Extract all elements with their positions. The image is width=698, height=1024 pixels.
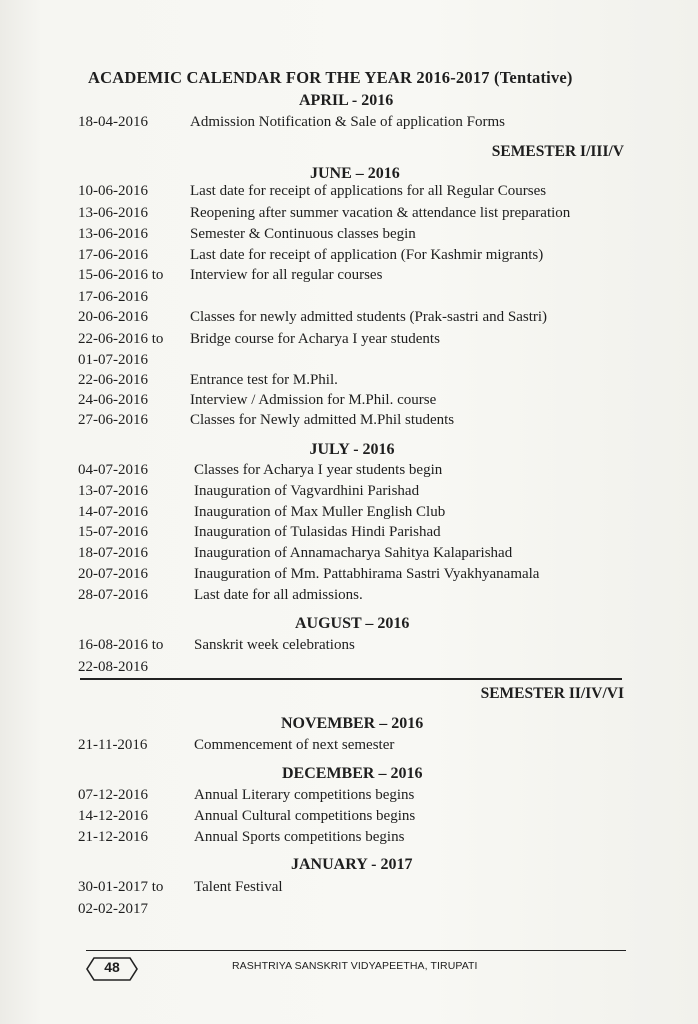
event-date: 01-07-2016 [78, 352, 148, 368]
event-description: Admission Notification & Sale of application Forms [190, 114, 505, 130]
event-description: Interview / Admission for M.Phil. course [190, 392, 437, 408]
month-heading: JUNE – 2016 [310, 165, 400, 182]
event-date: 13-07-2016 [78, 483, 148, 499]
semester-heading: SEMESTER I/III/V [491, 143, 624, 160]
event-description: Commencement of next semester [194, 737, 395, 753]
event-description: Inauguration of Vagvardhini Parishad [194, 483, 420, 499]
event-description: Reopening after summer vacation & attendance list preparation [190, 205, 571, 221]
event-description: Entrance test for M.Phil. [190, 372, 338, 388]
event-date: 21-11-2016 [78, 737, 148, 753]
event-date: 15-07-2016 [78, 524, 148, 540]
event-description: Classes for Acharya I year students begin [194, 462, 443, 478]
event-description: Sanskrit week celebrations [194, 637, 355, 653]
semester-heading: SEMESTER II/IV/VI [480, 685, 624, 702]
footer-rule [86, 950, 626, 951]
event-date: 22-06-2016 to [78, 331, 164, 347]
event-date: 22-08-2016 [78, 659, 148, 675]
event-date: 18-04-2016 [78, 114, 148, 130]
event-description: Annual Literary competitions begins [194, 787, 415, 803]
event-date: 10-06-2016 [78, 183, 148, 199]
event-description: Inauguration of Tulasidas Hindi Parishad [194, 524, 441, 540]
event-description: Annual Cultural competitions begins [194, 808, 416, 824]
semester-divider [80, 678, 622, 680]
event-date: 22-06-2016 [78, 372, 148, 388]
event-description: Classes for newly admitted students (Prak-sastri and Sastri) [190, 309, 548, 325]
event-description: Classes for Newly admitted M.Phil students [190, 412, 455, 428]
event-date: 15-06-2016 to [78, 267, 164, 283]
event-description: Bridge course for Acharya I year students [190, 331, 440, 347]
month-heading: JANUARY - 2017 [291, 856, 413, 873]
event-date: 02-02-2017 [78, 901, 148, 917]
event-description: Last date for receipt of application (For Kashmir migrants) [190, 247, 544, 263]
event-date: 27-06-2016 [78, 412, 148, 428]
event-description: Last date for receipt of applications for all Regular Courses [190, 183, 547, 199]
page-title: ACADEMIC CALENDAR FOR THE YEAR 2016-2017 (Tentative) [88, 68, 573, 87]
month-heading: APRIL - 2016 [299, 92, 394, 109]
page-number: 48 [104, 959, 120, 975]
event-date: 04-07-2016 [78, 462, 148, 478]
event-description: Semester & Continuous classes begin [190, 226, 416, 242]
event-description: Inauguration of Mm. Pattabhirama Sastri Vyakhyanamala [194, 566, 540, 582]
event-date: 16-08-2016 to [78, 637, 164, 653]
page-number-badge [86, 957, 138, 981]
event-description: Last date for all admissions. [194, 587, 363, 603]
event-date: 14-12-2016 [78, 808, 148, 824]
month-heading: DECEMBER – 2016 [282, 765, 423, 782]
event-date: 21-12-2016 [78, 829, 148, 845]
event-date: 13-06-2016 [78, 205, 148, 221]
month-heading: JULY - 2016 [309, 441, 395, 458]
event-date: 20-06-2016 [78, 309, 148, 325]
event-date: 13-06-2016 [78, 226, 148, 242]
event-date: 18-07-2016 [78, 545, 148, 561]
event-description: Talent Festival [194, 879, 283, 895]
month-heading: NOVEMBER – 2016 [281, 715, 424, 732]
event-date: 17-06-2016 [78, 247, 148, 263]
event-description: Inauguration of Max Muller English Club [194, 504, 446, 520]
event-date: 14-07-2016 [78, 504, 148, 520]
event-date: 28-07-2016 [78, 587, 148, 603]
event-date: 24-06-2016 [78, 392, 148, 408]
footer-institution: RASHTRIYA SANSKRIT VIDYAPEETHA, TIRUPATI [232, 960, 478, 972]
event-date: 30-01-2017 to [78, 879, 164, 895]
event-date: 17-06-2016 [78, 289, 148, 305]
event-date: 07-12-2016 [78, 787, 148, 803]
event-description: Annual Sports competitions begins [194, 829, 405, 845]
event-description: Inauguration of Annamacharya Sahitya Kalaparishad [194, 545, 513, 561]
month-heading: AUGUST – 2016 [295, 615, 410, 632]
event-description: Interview for all regular courses [190, 267, 383, 283]
event-date: 20-07-2016 [78, 566, 148, 582]
